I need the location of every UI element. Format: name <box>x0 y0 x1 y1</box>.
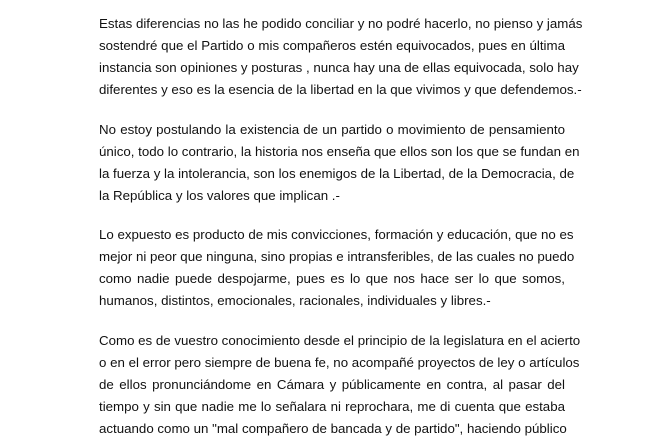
paragraph-1 <box>99 13 583 101</box>
paragraph-3 <box>99 224 575 312</box>
text-line: de ellos pronunciándome en Cámara y públicamente en contra, al pasar del <box>99 377 565 392</box>
text-line: Como es de vuestro conocimiento desde el principio de la legislatura en el acierto <box>99 333 581 348</box>
text-line: o en el error pero siempre de buena fe, no acompañé proyectos de ley o artículos <box>99 355 580 370</box>
paragraph-2 <box>99 119 580 207</box>
text-line: instancia son opiniones y posturas , nunca hay una de ellas equivocada, solo hay <box>99 60 579 75</box>
text-line: mejor ni peor que ninguna, sino propias e intransferibles, de las cuales no puedo <box>99 249 575 264</box>
text-line: No estoy postulando la existencia de un partido o movimiento de pensamiento <box>99 122 565 137</box>
text-line: sostendré que el Partido o mis compañeros estén equivocados, pues en última <box>99 38 565 53</box>
text-line: tiempo y sin que nadie me lo señalara ni reprochara, me di cuenta que estaba <box>99 399 565 414</box>
paragraph-4 <box>99 330 581 440</box>
text-line: la República y los valores que implican .- <box>99 188 340 203</box>
text-line: Estas diferencias no las he podido conciliar y no podré hacerlo, no pienso y jamás <box>99 16 583 31</box>
text-line: humanos, distintos, emocionales, racionales, individuales y libres.- <box>99 293 491 308</box>
text-line: diferentes y eso es la esencia de la libertad en la que vivimos y que defendemos.- <box>99 82 582 97</box>
text-line: la fuerza y la intolerancia, son los enemigos de la Libertad, de la Democracia, de <box>99 166 575 181</box>
text-line: actuando como un "mal compañero de bancada y de partido", haciendo público <box>99 421 567 436</box>
text-line: Lo expuesto es producto de mis convicciones, formación y educación, que no es <box>99 227 574 242</box>
text-line: como nadie puede despojarme, pues es lo que nos hace ser lo que somos, <box>99 271 565 286</box>
text-line: único, todo lo contrario, la historia nos enseña que ellos son los que se fundan en <box>99 144 580 159</box>
